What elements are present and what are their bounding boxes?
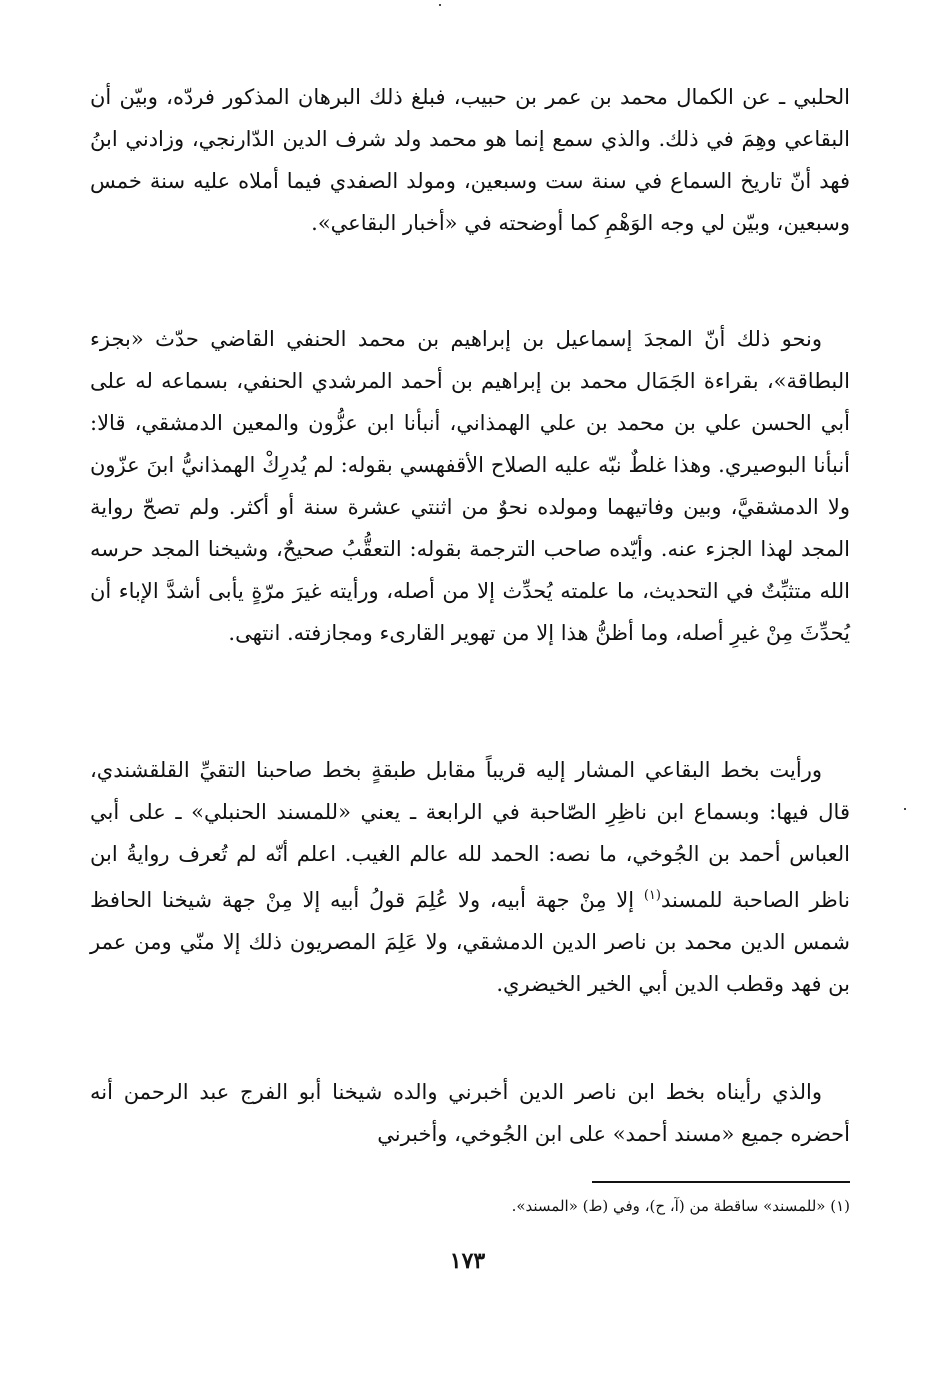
scan-speck xyxy=(904,808,906,810)
paragraph-3-tail: إلا مِنْ جهة أبيه، ولا عُلِمَ قولُ أبيه إلا مِنْ جهة شيخنا الحافظ شمس الدين محمد بن ناصر الدين الدمشقي، ولا عَلِمَ المصريون ذلك إلا منّي ومن عمر بن فهد وقطب الدين أبي الخير الخيضري. xyxy=(90,888,850,996)
page-number: ١٧٣ xyxy=(449,1248,486,1274)
footnote: (١) «للمسند» ساقطة من (آ، ح)، وفي (ط) «المسند». xyxy=(511,1197,850,1215)
paragraph-2-text: ونحو ذلك أنّ المجدَ إسماعيل بن إبراهيم بن محمد الحنفي القاضي حدّث «بجزء البطاقة»، بقراءة الجَمَال محمد بن إبراهيم بن أحمد المرشدي الحنفي، بسماعه له على أبي الحسن علي بن محمد بن علي الهمذاني، أنبأنا ابن عزُّون والمعين الدمشقي، قالا: أنبأنا البوصيري. وهذا غلطٌ نبّه عليه الصلاح الأقفهسي بقوله: لم يُدرِكْ الهمذانيُّ ابنَ عزّون ولا الدمشقيَّ، وبين وفاتيهما ومولده نحوٌ من اثنتي عشرة سنة أو أكثر. ولم تصحّ رواية المجد لهذا الجزء عنه. وأيّده صاحب الترجمة بقوله: التعقُّبُ صحيحٌ، وشيخنا المجد حرسه الله متثبِّتٌ في التحديث، ما علمته يُحدِّث إلا من أصله، ورأيته غيرَ مرّةٍ يأبى أشدَّ الإباء أن يُحدِّثَ مِنْ غيرِ أصله، وما أظنُّ هذا إلا من تهوير القارىء ومجازفته. انتهى. xyxy=(90,327,850,645)
paragraph-3-text xyxy=(90,749,850,1005)
scan-speck xyxy=(439,4,441,6)
footnote-separator xyxy=(592,1181,850,1183)
paragraph-2 xyxy=(90,318,850,654)
paragraph-4 xyxy=(90,1071,850,1155)
paragraph-3-head: ورأيت بخط البقاعي المشار إليه قريباً مقابل طبقةٍ بخط صاحبنا التقيِّ القلقشندي، قال فيها: وبسماع ابن ناظِرِ الصّاحبة في الرابعة ـ يعني «للمسند الحنبلي» ـ على أبي العباس أحمد بن الجُوخي، ما نصه: الحمد لله عالم الغيب. اعلم أنّه لم تُعرف روايةُ ابن ناظر الصاحبة للمسند xyxy=(90,758,850,912)
paragraph-1 xyxy=(90,76,850,244)
footnote-reference: (١) xyxy=(643,888,661,903)
paragraph-4-text: والذي رأيناه بخط ابن ناصر الدين أخبرني والده شيخنا أبو الفرج عبد الرحمن أنه أحضره جميع «مسند أحمد» على ابن الجُوخي، وأخبرني xyxy=(90,1080,850,1146)
paragraph-1-text: الحلبي ـ عن الكمال محمد بن عمر بن حبيب، فبلغ ذلك البرهان المذكور فردّه، وبيّن أن البقاعي وهِمَ في ذلك. والذي سمع إنما هو محمد ولد شرف الدين الدّارنجي، وزادني ابنُ فهد أنّ تاريخ السماع في سنة ست وسبعين، ومولد الصفدي فيما أملاه عليه سنة خمس وسبعين، وبيّن لي وجه الوَهْمِ كما أوضحته في «أخبار البقاعي». xyxy=(90,85,851,235)
paragraph-3 xyxy=(90,749,850,1005)
